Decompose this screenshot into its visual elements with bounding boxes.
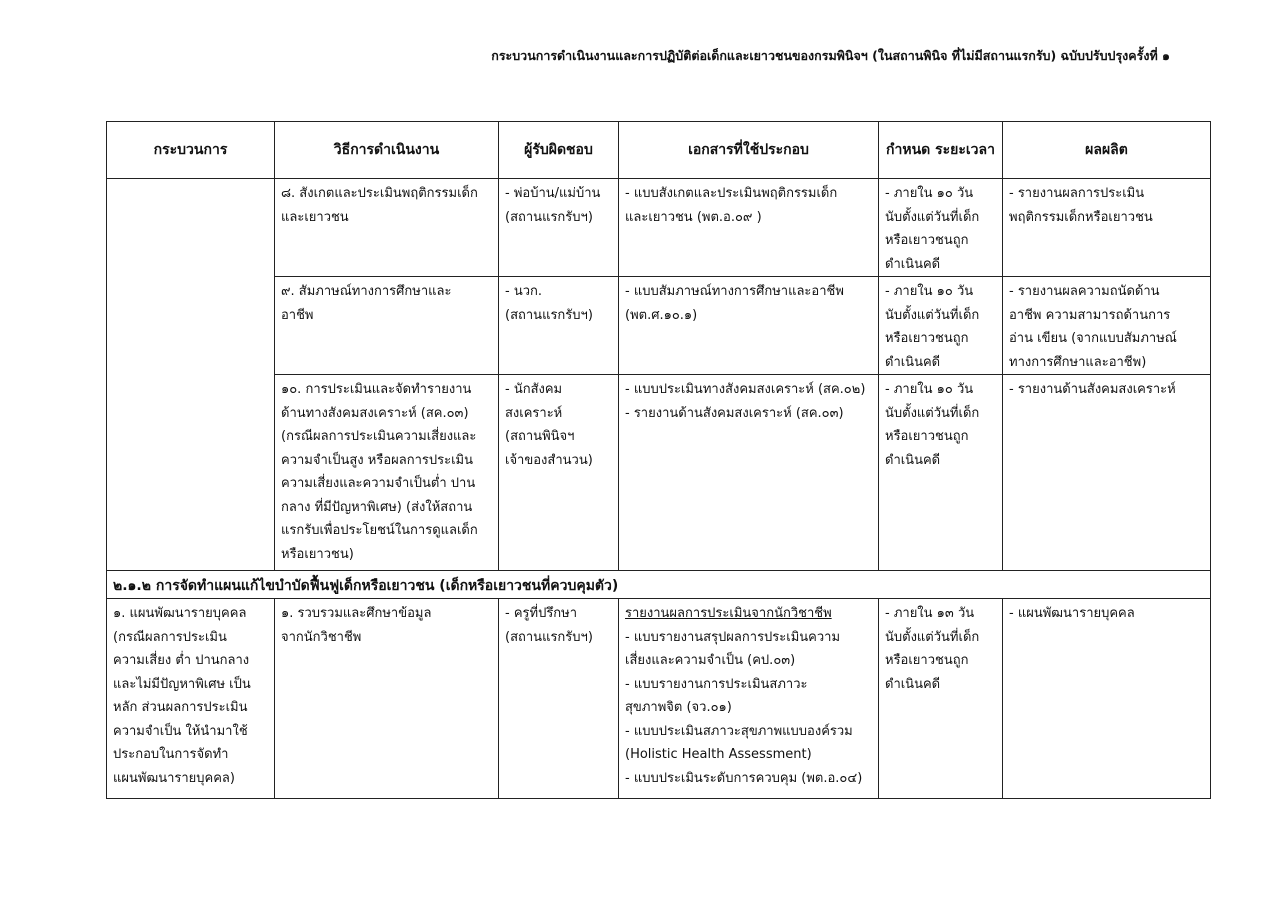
documents-cell: - แบบสัมภาษณ์ทางการศึกษาและอาชีพ (พต.ศ.๑๐.๑): [619, 277, 879, 375]
column-header-output: ผลผลิต: [1003, 122, 1211, 179]
column-header-period: กำหนด ระยะเวลา: [879, 122, 1003, 179]
documents-cell: รายงานผลการประเมินจากนักวิชาชีพ - แบบรายงานสรุปผลการประเมินความ เสี่ยงและความจำเป็น (คป.๐๓) - แบบรายงานการประเมินสภาวะ สุขภาพจิต (จว.๐๑) - แบบประเมินสภาวะสุขภาพแบบองค์รวม (Holistic Health Assessment) - แบบประเมินระดับการควบคุม (พต.อ.๐๔): [619, 599, 879, 799]
responsible-cell: - นวก. (สถานแรกรับฯ): [499, 277, 619, 375]
documents-cell: - แบบประเมินทางสังคมสงเคราะห์ (สค.๐๒) - รายงานด้านสังคมสงเคราะห์ (สค.๐๓): [619, 375, 879, 571]
table-row: [107, 599, 1211, 799]
responsible-cell: - พ่อบ้าน/แม่บ้าน (สถานแรกรับฯ): [499, 179, 619, 277]
column-header-process: กระบวนการ: [107, 122, 275, 179]
column-header-method: วิธีการดำเนินงาน: [275, 122, 499, 179]
responsible-cell: - ครูที่ปรึกษา (สถานแรกรับฯ): [499, 599, 619, 799]
table-row: [107, 179, 1211, 277]
process-cell: [107, 179, 275, 571]
responsible-cell: - นักสังคม สงเคราะห์ (สถานพินิจฯ เจ้าของสำนวน): [499, 375, 619, 571]
section-row: [107, 571, 1211, 599]
output-cell: - แผนพัฒนารายบุคคล: [1003, 599, 1211, 799]
documents-cell: - แบบสังเกตและประเมินพฤติกรรมเด็ก และเยาวชน (พต.อ.๐๙ ): [619, 179, 879, 277]
method-cell: ๘. สังเกตและประเมินพฤติกรรมเด็ก และเยาวชน: [275, 179, 499, 277]
section-title: ๒.๑.๒ การจัดทำแผนแก้ไขบำบัดฟื้นฟูเด็กหรือเยาวชน (เด็กหรือเยาวชนที่ควบคุมตัว): [107, 571, 1211, 599]
process-cell: ๑. แผนพัฒนารายบุคคล (กรณีผลการประเมิน ความเสี่ยง ต่ำ ปานกลาง และไม่มีปัญหาพิเศษ เป็น หลัก ส่วนผลการประเมิน ความจำเป็น ให้นำมาใช้ ประกอบในการจัดทำ แผนพัฒนารายบุคคล): [107, 599, 275, 799]
output-cell: - รายงานผลการประเมิน พฤติกรรมเด็กหรือเยาวชน: [1003, 179, 1211, 277]
process-table: [106, 121, 1211, 799]
document-header: กระบวนการดำเนินงานและการปฏิบัติต่อเด็กและเยาวชนของกรมพินิจฯ (ในสถานพินิจ ที่ไม่มีสถานแรกรับ) ฉบับปรับปรุงครั้งที่ ๑: [491, 48, 1170, 63]
output-cell: - รายงานด้านสังคมสงเคราะห์: [1003, 375, 1211, 571]
column-header-documents: เอกสารที่ใช้ประกอบ: [619, 122, 879, 179]
table-header-row: [107, 122, 1211, 179]
method-cell: ๑๐. การประเมินและจัดทำรายงาน ด้านทางสังคมสงเคราะห์ (สค.๐๓) (กรณีผลการประเมินความเสี่ยงและ ความจำเป็นสูง หรือผลการประเมิน ความเสี่ยงและความจำเป็นต่ำ ปาน กลาง ที่มีปัญหาพิเศษ) (ส่งให้สถาน แรกรับเพื่อประโยชน์ในการดูแลเด็ก หรือเยาวชน): [275, 375, 499, 571]
method-cell: ๑. รวบรวมและศึกษาข้อมูล จากนักวิชาชีพ: [275, 599, 499, 799]
period-cell: - ภายใน ๑๐ วัน นับตั้งแต่วันที่เด็ก หรือเยาวชนถูก ดำเนินคดี: [879, 375, 1003, 571]
column-header-responsible: ผู้รับผิดชอบ: [499, 122, 619, 179]
period-cell: - ภายใน ๑๓ วัน นับตั้งแต่วันที่เด็ก หรือเยาวชนถูก ดำเนินคดี: [879, 599, 1003, 799]
period-cell: - ภายใน ๑๐ วัน นับตั้งแต่วันที่เด็ก หรือเยาวชนถูก ดำเนินคดี: [879, 179, 1003, 277]
output-cell: - รายงานผลความถนัดด้าน อาชีพ ความสามารถด้านการ อ่าน เขียน (จากแบบสัมภาษณ์ ทางการศึกษาและอาชีพ): [1003, 277, 1211, 375]
period-cell: - ภายใน ๑๐ วัน นับตั้งแต่วันที่เด็ก หรือเยาวชนถูก ดำเนินคดี: [879, 277, 1003, 375]
method-cell: ๙. สัมภาษณ์ทางการศึกษาและ อาชีพ: [275, 277, 499, 375]
documents-heading: รายงานผลการประเมินจากนักวิชาชีพ: [625, 606, 832, 621]
